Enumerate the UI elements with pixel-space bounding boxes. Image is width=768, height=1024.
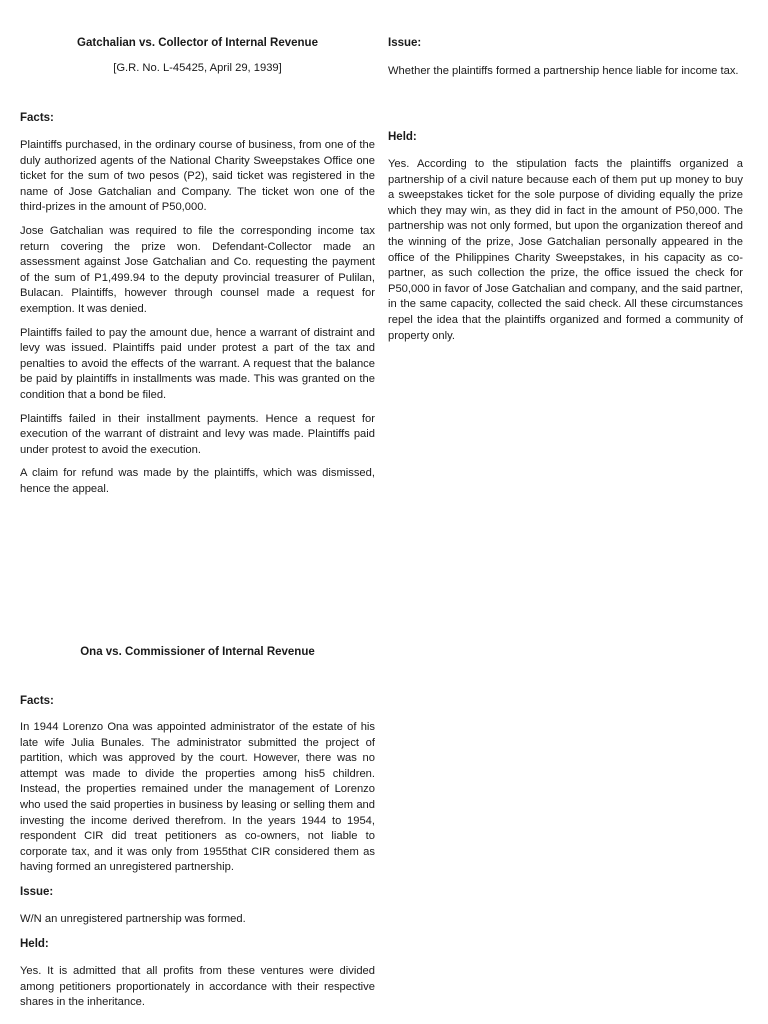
case1-held-heading: Held: (388, 131, 417, 143)
case1-facts-heading: Facts: (20, 112, 54, 124)
case2-held-heading: Held: (20, 938, 49, 950)
case2-facts-text: In 1944 Lorenzo Ona was appointed administrator of the estate of his late wife Julia Bunales. The administrator submitted the project of partition, which was approved by the court. However, there was no attempt was made to divide the properties among his5 children. Instead, the properties remained under the management of Lorenzo who used the said properties in business by leasing or selling them and investing the income derived therefrom. In the years 1944 to 1954, respondent CIR did treat petitioners as co-owners, not liable to corporate tax, and it was only from 1955that CIR considered them as having formed an unregistered partnership. (20, 721, 375, 874)
case2-held-text: Yes. It is admitted that all profits from these ventures were divided among petitioners proportionately in accordance with their respective shares in the inheritance. (20, 965, 375, 1009)
case1-facts-paragraph: Plaintiffs failed in their installment payments. Hence a request for execution of the warrant of distraint and levy was made. Plaintiffs paid under protest to avoid the execution. (20, 412, 375, 456)
case2-issue-heading: Issue: (20, 886, 54, 898)
case1-facts-paragraph: A claim for refund was made by the plaintiffs, which was dismissed, hence the appeal. (20, 467, 375, 495)
case1-citation: [G.R. No. L-45425, April 29, 1939] (113, 62, 282, 74)
case1-held-text: Yes. According to the stipulation facts the plaintiffs organized a partnership of a civil nature because each of them put up money to buy a sweepstakes ticket for the sole purpose of dividing equally the prize which they may win, as they did in fact in the amount of P50,000. The partnership was not only formed, but upon the organization thereof and the winning of the prize, Jose Gatchalian personally appeared in the office of the Philippines Charity Sweepstakes, in his capacity as co-partner, as such collection the prize, the office issued the check for P50,000 in favor of Jose Gatchalian and company, and the said partner, in the same capacity, collected the said check. All these circumstances repel the idea that the plaintiffs organized and formed a community of property only. (388, 158, 743, 342)
case2-facts-heading: Facts: (20, 695, 54, 707)
case1-title: Gatchalian vs. Collector of Internal Revenue (77, 37, 318, 49)
case2-issue-text: W/N an unregistered partnership was formed. (20, 913, 246, 925)
case1-facts-paragraph: Jose Gatchalian was required to file the corresponding income tax return covering the prize won. Defendant-Collector made an assessment against Jose Gatchalian and Co. requesting the payment of the sum of P1,499.94 to the deputy provincial treasurer of Pulilan, Bulacan. Plaintiffs, however through counsel made a request for exemption. It was denied. (20, 224, 375, 315)
case1-facts-paragraph: Plaintiffs failed to pay the amount due, hence a warrant of distraint and levy was issued. Plaintiffs paid under protest a part of the tax and penalties to avoid the effects of the warrant. A request that the balance be paid by plaintiffs in installments was made. This was granted on the condition that a bond be filed. (20, 326, 375, 401)
case1-issue-heading: Issue: (388, 37, 422, 49)
case1-facts-paragraph: Plaintiffs purchased, in the ordinary course of business, from one of the duly authorized agents of the National Charity Sweepstakes Office one ticket for the sum of two pesos (P2), said ticket was registered in the name of Jose Gatchalian and Company. The ticket won one of the third-prizes in the amount of P50,000. (20, 139, 375, 214)
case2-title: Ona vs. Commissioner of Internal Revenue (80, 646, 315, 658)
case1-facts-body (20, 138, 375, 497)
case1-issue-text: Whether the plaintiffs formed a partnership hence liable for income tax. (388, 65, 739, 77)
